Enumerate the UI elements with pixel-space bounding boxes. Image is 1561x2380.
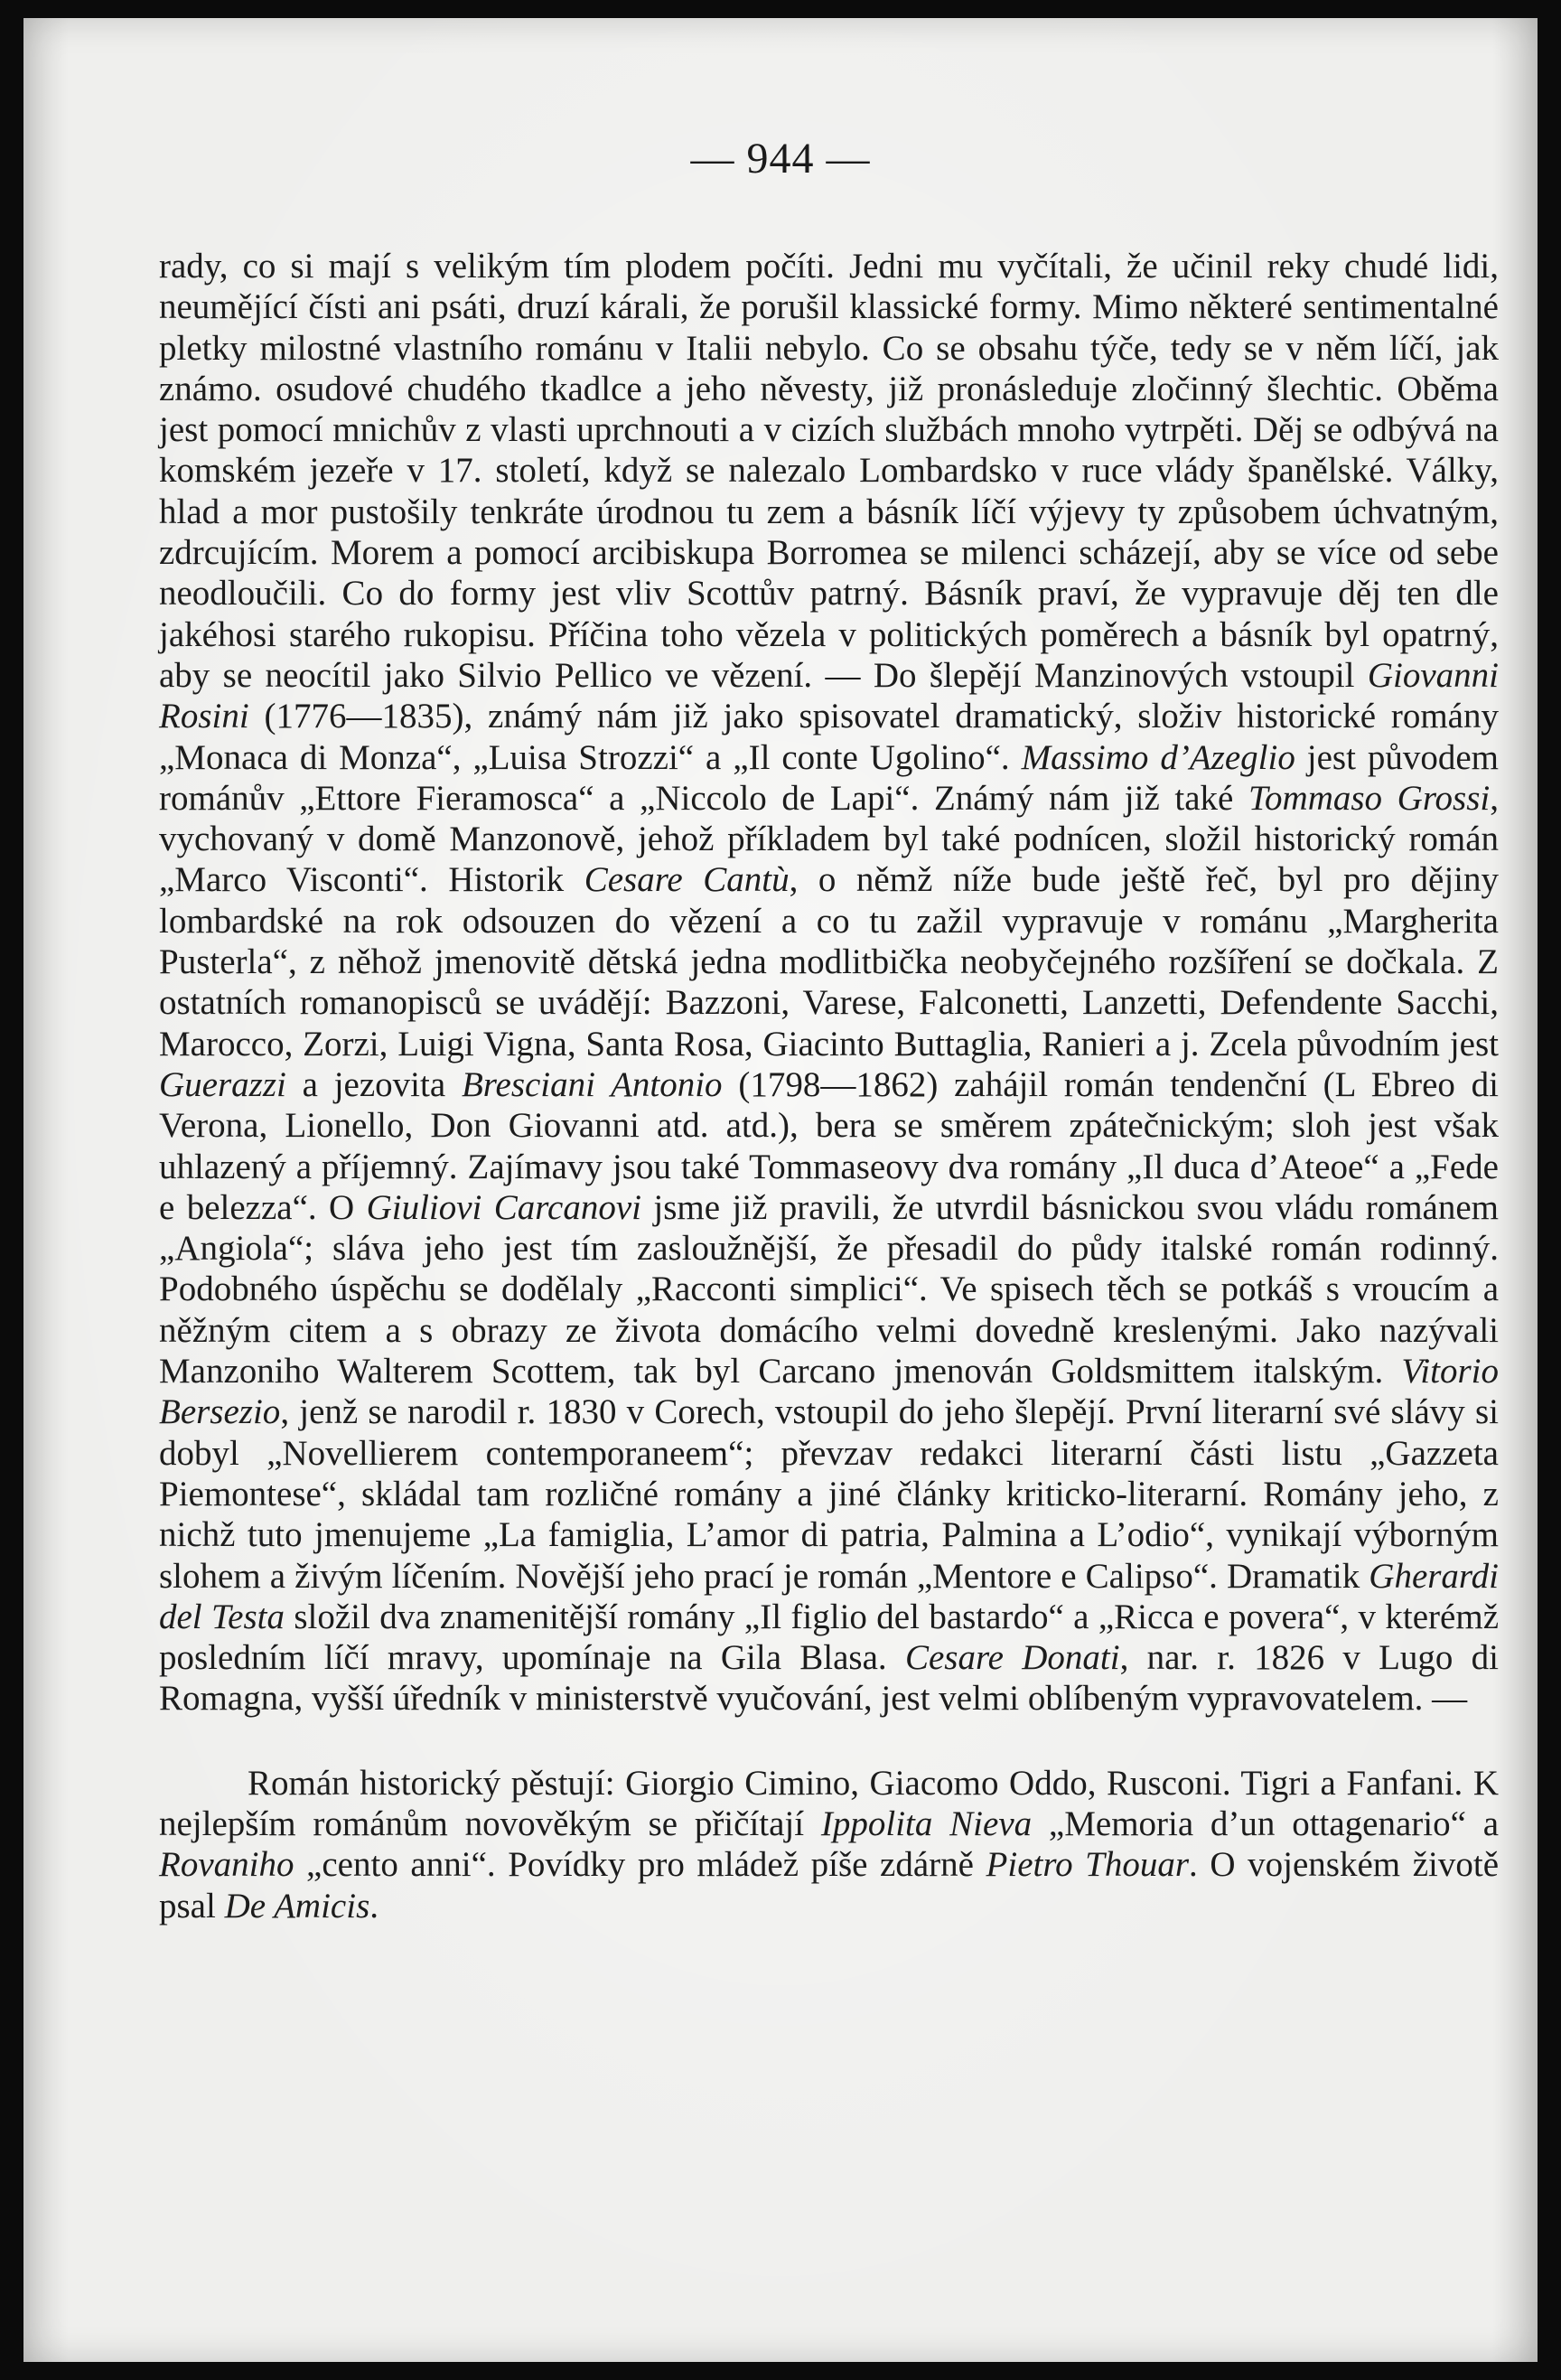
text-run: , jenž se narodil r. 1830 v Corech, vstoupil do jeho šlepějí. První literarní své slávy si dobyl „Novellierem contemporaneem“; převzav redakci literarní části listu „Gazzeta Piemontese“, skládal tam rozličné romány a jiné články kriticko-literarní. Romány jeho, z nichž tuto jmenujeme „La famiglia, L’amor di patria, Palmina a L’odio“, vynikají výborným slohem a živým líčením. Novější jeho prací je román „Mentore e Calipso“. Dramatik [159,1392,1499,1596]
text-run: „Memoria d’un ottagenario“ a [1032,1804,1500,1843]
text-run: , vychovaný v domě Manzonově, jehož příkladem byl také podnícen, složil historický román „Marco Visconti“. Historik [159,778,1499,900]
text-run: jest původem románův „Ettore Fieramosca“ a „Niccolo de Lapi“. Známý nám již také [159,737,1500,818]
text-run: a jezovita [285,1064,462,1104]
author-name: Bresciani Antonio [461,1064,723,1104]
author-name: Pietro Thouar [986,1845,1190,1885]
page-body [159,246,1499,1926]
author-name: Cesare Cantù [584,860,790,900]
author-name: Cesare Donati [904,1638,1120,1678]
paragraph-2 [159,1763,1499,1926]
author-name: De Amicis [224,1886,370,1926]
text-run: „cento anni“. Povídky pro mládež píše zdárně [294,1845,986,1885]
author-name: Ippolita Nieva [820,1804,1033,1843]
text-run: , nar. r. 1826 v Lugo di Romagna, vyšší úředník v ministerstvě vyučování, jest velmi oblíbeným vypravovatelem. — [159,1638,1500,1719]
author-name: Tommaso Grossi [1248,778,1491,818]
text-run: . O vojenském životě psal [159,1845,1499,1926]
text-run: jsme již pravili, že utvrdil básnickou svou vládu románem „Angiola“; sláva jeho jest tím zasloužnější, že přesadil do půdy italské román rodinný. Podobného úspěchu se dodělaly „Racconti simplici“. Ve spisech těch se potkáš s vroucím a něžným citem a s obrazy ze života domácího velmi dovedně kreslenými. Jako nazývali Manzoniho Walterem Scottem, tak byl Carcano jmenován Goldsmittem italským. [159,1187,1499,1391]
text-run: , o němž níže bude ještě řeč, byl pro dějiny lombardské na rok odsouzen do vězení a co tu zažil vypravuje v románu „Margherita Pusterla“, z něhož jmenovitě dětská jedna modlitbička neobyčejného rozšíření se dočkala. Z ostatních romanopisců se uvádějí: Bazzoni, Varese, Falconetti, Lanzetti, Defendente Sacchi, Marocco, Zorzi, Luigi Vigna, Santa Rosa, Giacinto Buttaglia, Ranieri a j. Zcela původním jest [159,860,1499,1064]
book-page [23,18,1538,2362]
author-name: Rovaniho [159,1845,294,1885]
page-number: — 944 — [690,135,871,183]
author-name: Giovanni Rosini [159,655,1499,736]
text-run: Román historický pěstují: Giorgio Cimino, Giacomo Oddo, Rusconi. Tigri a Fanfani. K nejlepším románům novověkým se přičítají [159,1763,1499,1843]
author-name: Gherardi del Testa [159,1556,1499,1636]
text-run: . [369,1886,379,1926]
paragraph-1 [159,246,1499,1719]
text-run: složil dva znamenitější romány „Il figlio del bastardo“ a „Ricca e povera“, v kterémž posledním líčí mravy, upomínaje na Gila Blasa. [159,1597,1500,1678]
author-name: Vitorio Bersezio [159,1352,1499,1432]
text-run: (1776—1835), známý nám již jako spisovatel dramatický, složiv historické romány „Monaca di Monza“, „Luisa Strozzi“ a „Il conte Ugolino“. [159,697,1499,777]
author-name: Guerazzi [159,1064,286,1104]
text-run: rady, co si mají s velikým tím plodem počíti. Jedni mu vyčítali, že učinil reky chudé lidi, neumějící čísti ani psáti, druzí kárali, že porušil klassické formy. Mimo některé sentimentalné pletky milostné vlastního románu v Italii nebylo. Co se obsahu týče, tedy se v něm líčí, jak známo. osudové chudého tkadlce a jeho něvesty, již pronásleduje zločinný šlechtic. Oběma jest pomocí mnichův z vlasti uprchnouti a v cizích službách mnoho vytrpěti. Děj se odbývá na komském jezeře v 17. století, když se nalezalo Lombardsko v ruce vlády španělské. Války, hlad a mor pustošily tenkráte úrodnou tu zem a básník líčí výjevy ty způsobem úchvatným, zdrcujícím. Morem a pomocí arcibiskupa Borromea se milenci scházejí, aby se více od sebe neodloučili. Co do formy jest vliv Scottův patrný. Básník praví, že vypravuje děj ten dle jakéhosi starého rukopisu. Příčina toho vězela v politických poměrech a básník byl opatrný, aby se neocítil jako Silvio Pellico ve vězení. — Do šlepějí Manzinových vstoupil [159,247,1499,695]
author-name: Giuliovi Carcanovi [366,1187,641,1227]
author-name: Massimo d’Azeglio [1021,737,1295,777]
text-run: (1798—1862) zahájil román tendenční (L Ebreo di Verona, Lionello, Don Giovanni atd. atd.), bera se směrem zpátečnickým; sloh jest však uhlazený a příjemný. Zajímavy jsou také Tommaseovy dva romány „Il duca d’Ateoe“ a „Fede e belezza“. O [159,1064,1500,1227]
